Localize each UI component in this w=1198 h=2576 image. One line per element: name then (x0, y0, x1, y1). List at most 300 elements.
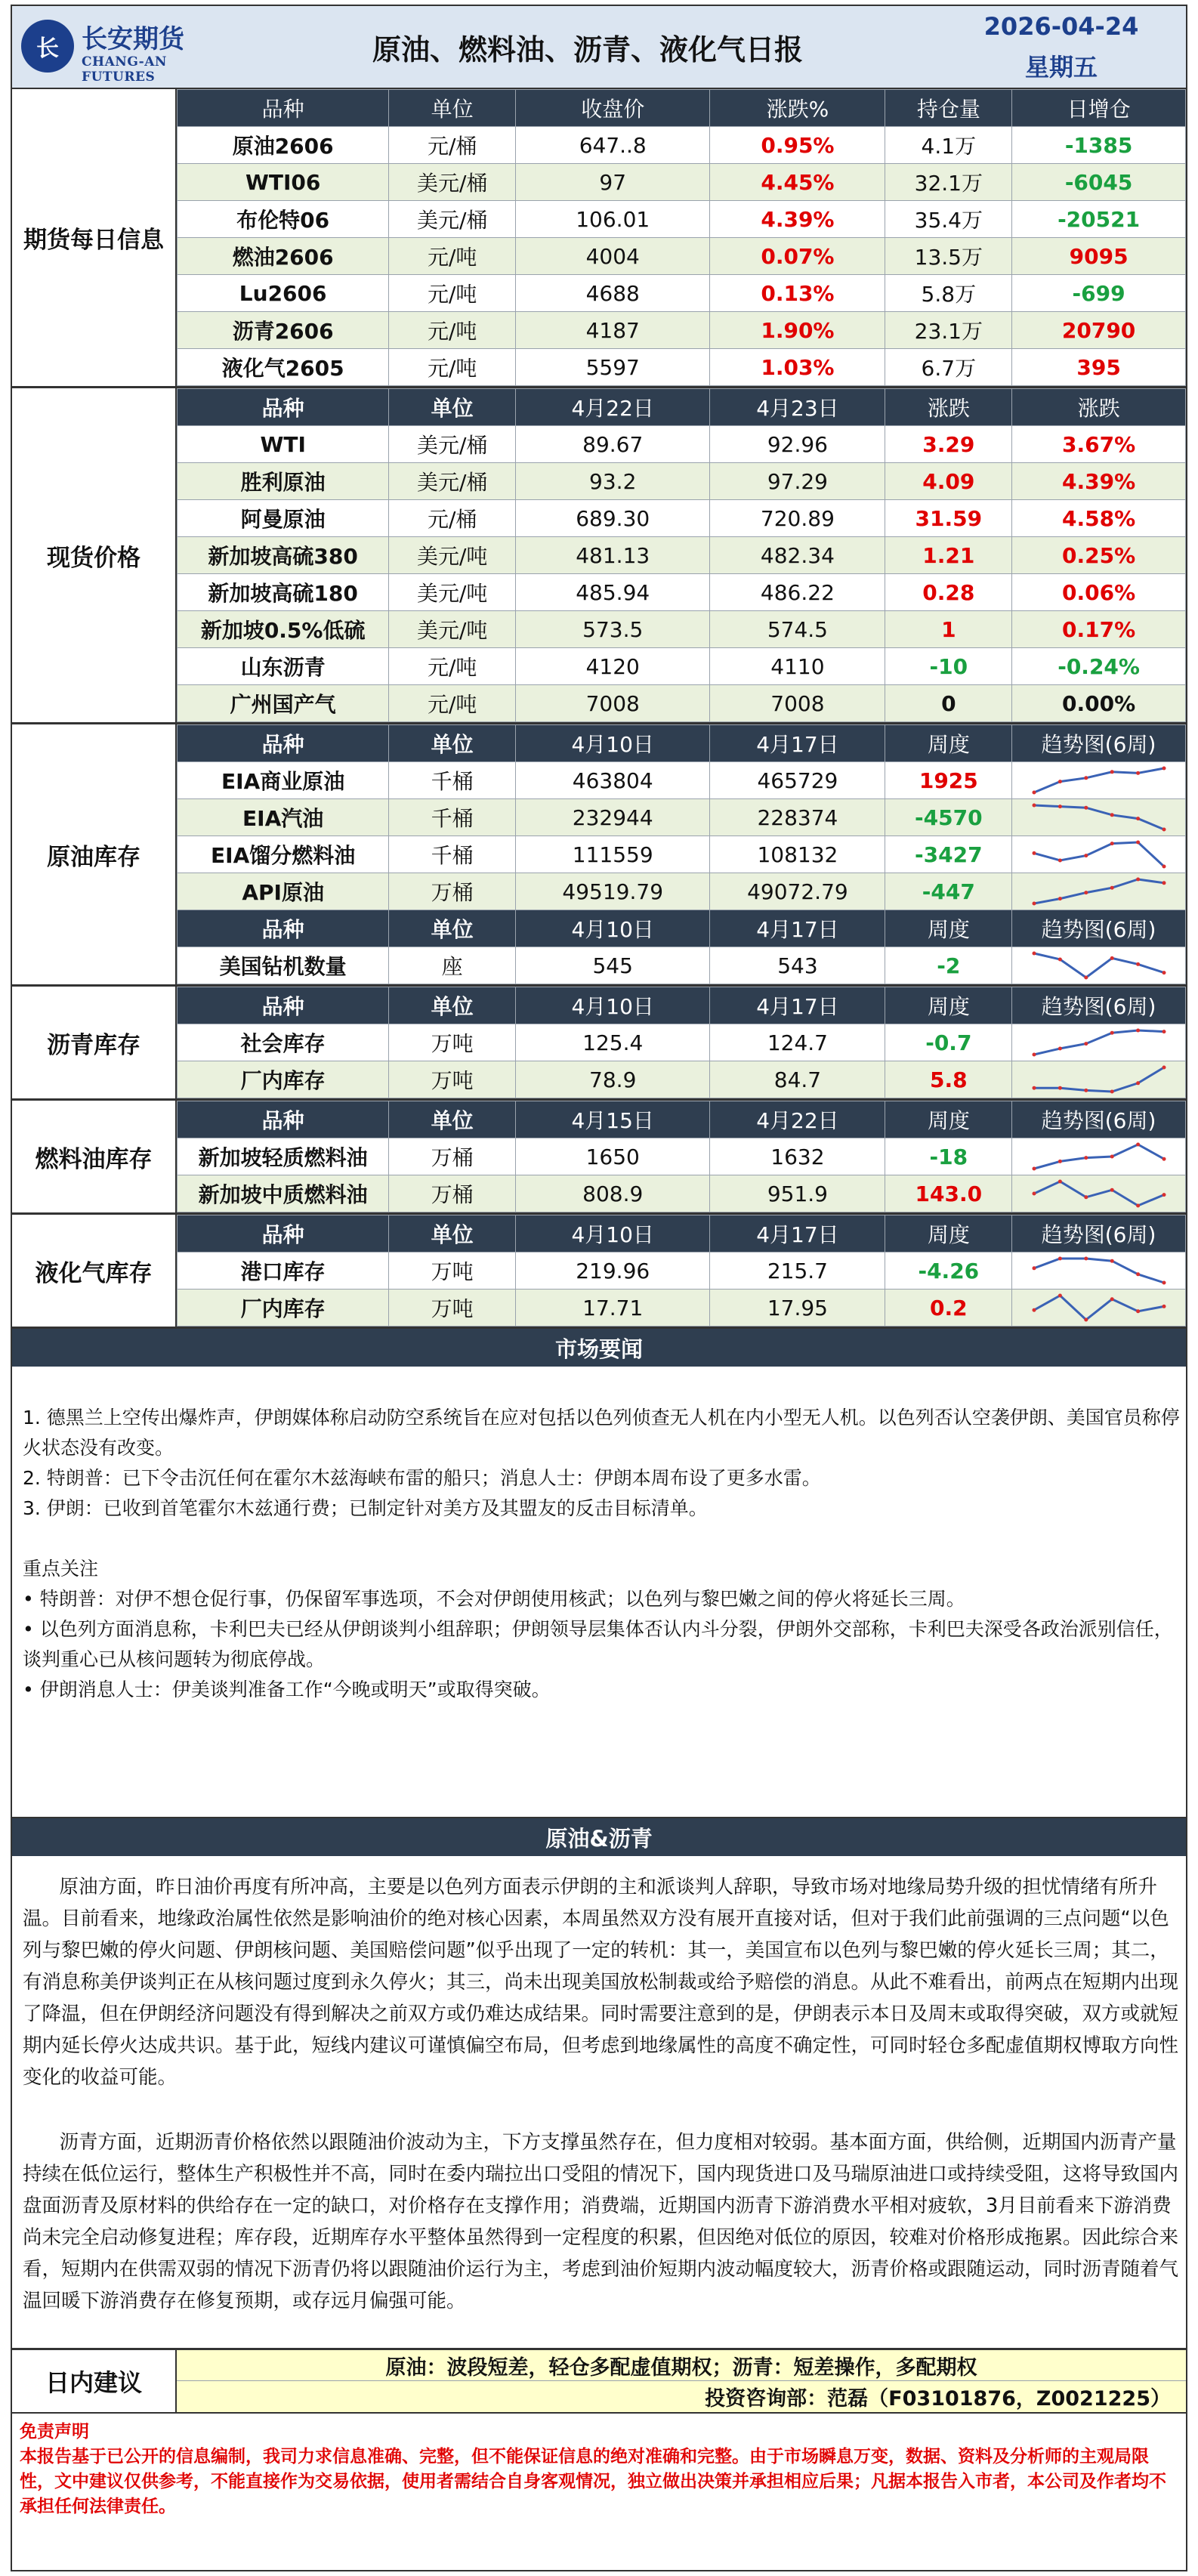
price-prev: 89.67 (516, 426, 710, 463)
weekly-change: -4570 (885, 799, 1012, 836)
column-header: 单位 (389, 389, 516, 426)
section-label: 原油库存 (12, 724, 177, 984)
trend-cell (1012, 762, 1186, 799)
trend-point (1162, 828, 1166, 832)
change-percent: 4.39% (1012, 463, 1186, 500)
weekly-change: -4.26 (885, 1252, 1012, 1290)
advisor-info: 投资咨询部：范磊（F03101876，Z0021225） (177, 2380, 1186, 2411)
value-prev: 808.9 (516, 1175, 710, 1212)
table-row (178, 836, 1186, 873)
trend-point (1110, 956, 1113, 960)
trend-sparkline (1031, 1256, 1167, 1286)
product-name: 原油2606 (178, 127, 389, 164)
table-header-row (178, 389, 1186, 426)
column-header: 单位 (389, 90, 516, 127)
column-header: 趋势图(6周) (1012, 1215, 1186, 1252)
column-header: 品种 (178, 1215, 389, 1252)
trend-point (1110, 1155, 1113, 1159)
open-interest: 6.7万 (885, 349, 1012, 386)
table-header-row (178, 90, 1186, 127)
column-header: 单位 (389, 725, 516, 762)
unit: 千桶 (389, 762, 516, 799)
value-prev: 219.96 (516, 1252, 710, 1290)
trend-point (1032, 1192, 1036, 1196)
product-name: 美国钻机数量 (178, 947, 389, 984)
price-curr: 574.5 (710, 611, 885, 648)
weekly-change: -0.7 (885, 1024, 1012, 1061)
table-row (178, 574, 1186, 611)
inventory-section (12, 724, 1186, 987)
trend-line (1034, 805, 1164, 829)
unit: 千桶 (389, 836, 516, 873)
trend-cell (1012, 1138, 1186, 1175)
weekly-change: 5.8 (885, 1061, 1012, 1098)
trend-point (1162, 881, 1166, 885)
unit: 元/吨 (389, 349, 516, 386)
price-prev: 573.5 (516, 611, 710, 648)
trend-point (1058, 1257, 1061, 1261)
unit: 美元/桶 (389, 463, 516, 500)
product-name: 新加坡轻质燃料油 (178, 1138, 389, 1175)
trend-sparkline (1031, 1141, 1167, 1172)
trend-sparkline (1031, 1027, 1167, 1058)
value-curr: 951.9 (710, 1175, 885, 1212)
trend-point (1058, 897, 1061, 900)
change-percent: 0.07% (710, 238, 885, 275)
product-name: WTI (178, 426, 389, 463)
table-row (178, 1024, 1186, 1061)
table-row (178, 1061, 1186, 1098)
report-page (11, 5, 1187, 2571)
product-name: 厂内库存 (178, 1290, 389, 1327)
column-header: 涨跌 (1012, 389, 1186, 426)
change-percent: 0.13% (710, 275, 885, 312)
close-price: 4004 (516, 238, 710, 275)
table-row (178, 275, 1186, 312)
column-header: 4月10日 (516, 987, 710, 1024)
daily-oi-change: -1385 (1012, 127, 1186, 164)
table-row (178, 537, 1186, 574)
trend-cell (1012, 836, 1186, 873)
change: 31.59 (885, 500, 1012, 537)
column-header: 4月22日 (516, 389, 710, 426)
report-header (12, 6, 1186, 89)
column-header: 品种 (178, 1101, 389, 1138)
asphalt-analysis: 沥青方面，近期沥青价格依然以跟随油价波动为主，下方支撑虽然存在，但力度相对较弱。基本面方面，供给侧，近期国内沥青产量持续在低位运行，整体生产积极性并不高，同时在委内瑞拉出口受阻的情况下，国内现货进口及马瑞原油进口或持续受阻，这将导致国内盘面沥青及原材料的供给存在一定的缺口，对价格存在支撑作用；消费端，近期国内沥青下游消费水平相对疲软，3月目前看来下游消费尚未完全启动修复进程；库存段，近期库存水平整体虽然得到一定程度的积累，但因绝对低位的原因，较难对价格形成拖累。因此综合来看，短期内在供需双弱的情况下沥青仍将以跟随油价运行为主，考虑到油价短期内波动幅度较大，沥青价格或跟随运动，同时沥青随着气温回暖下游消费存在修复预期，或存远月偏强可能。 (23, 2131, 1179, 2312)
section-label: 沥青库存 (12, 987, 177, 1098)
trend-point (1162, 1193, 1166, 1197)
table-row (178, 463, 1186, 500)
trend-line (1034, 1296, 1164, 1320)
column-header: 4月10日 (516, 725, 710, 762)
unit: 美元/吨 (389, 537, 516, 574)
trend-point (1110, 813, 1113, 817)
column-header: 品种 (178, 725, 389, 762)
news-paragraph: • 以色列方面消息称，卡利巴夫已经从伊朗谈判小组辞职；伊朗领导层集体否认内斗分裂，伊朗外交部称，卡利巴夫深受各政治派别信任，谈判重心已从核问题转为彻底停战。 (23, 1618, 1173, 1670)
column-header: 4月17日 (710, 725, 885, 762)
column-header: 单位 (389, 987, 516, 1024)
product-name: EIA馏分燃料油 (178, 836, 389, 873)
inventory-section (12, 1215, 1186, 1329)
change-percent: 0.06% (1012, 574, 1186, 611)
unit: 万吨 (389, 1061, 516, 1098)
value-prev: 1650 (516, 1138, 710, 1175)
column-header: 周度 (885, 987, 1012, 1024)
trend-line (1034, 879, 1164, 903)
close-price: 97 (516, 164, 710, 201)
trend-point (1136, 771, 1140, 775)
trend-point (1136, 1029, 1140, 1033)
table-header-row (178, 725, 1186, 762)
value-prev: 463804 (516, 762, 710, 799)
product-name: API原油 (178, 873, 389, 910)
unit: 美元/桶 (389, 426, 516, 463)
trend-point (1058, 1047, 1061, 1051)
trend-point (1032, 1053, 1036, 1057)
change-percent: 1.03% (710, 349, 885, 386)
trend-sparkline (1031, 1293, 1167, 1323)
price-curr: 97.29 (710, 463, 885, 500)
trend-point (1058, 805, 1061, 808)
change-percent: 0.95% (710, 127, 885, 164)
daily-oi-change: 9095 (1012, 238, 1186, 275)
trend-point (1084, 1042, 1088, 1046)
trend-sparkline (1031, 1178, 1167, 1209)
change: 1 (885, 611, 1012, 648)
product-name: 新加坡0.5%低硫 (178, 611, 389, 648)
trend-point (1110, 1090, 1113, 1094)
product-name: 阿曼原油 (178, 500, 389, 537)
trend-cell (1012, 1061, 1186, 1098)
logo-name-en: CHANG-AN FUTURES (82, 54, 167, 85)
table-row (178, 1252, 1186, 1290)
price-prev: 689.30 (516, 500, 710, 537)
news-paragraph: 3. 伊朗：已收到首笔霍尔木兹通行费；已制定针对美方及其盟友的反击目标清单。 (23, 1497, 708, 1519)
value-curr: 124.7 (710, 1024, 885, 1061)
unit: 元/桶 (389, 500, 516, 537)
trend-point (1032, 804, 1036, 808)
report-weekday: 星期五 (1024, 53, 1098, 82)
table-row (178, 127, 1186, 164)
trend-point (1084, 806, 1088, 810)
trend-point (1032, 902, 1036, 906)
news-paragraph: 1. 德黑兰上空传出爆炸声，伊朗媒体称启动防空系统旨在应对包括以色列侦查无人机在内小型无人机。以色列否认空袭伊朗、美国官员称停火状态没有改变。 (23, 1407, 1180, 1459)
product-name: 厂内库存 (178, 1061, 389, 1098)
trend-point (1084, 1089, 1088, 1092)
news-paragraph: • 伊朗消息人士：伊美谈判准备工作“今晚或明天”或取得突破。 (23, 1679, 551, 1700)
table-row (178, 312, 1186, 349)
daily-oi-change: -699 (1012, 275, 1186, 312)
analysis-section-title: 原油&沥青 (12, 1818, 1186, 1856)
column-header: 收盘价 (516, 90, 710, 127)
table-row (178, 500, 1186, 537)
close-price: 4187 (516, 312, 710, 349)
trend-point (1032, 952, 1036, 956)
daily-advice (12, 2350, 1186, 2414)
change-percent: 1.90% (710, 312, 885, 349)
logo-mark: 长 (21, 20, 74, 73)
value-curr: 84.7 (710, 1061, 885, 1098)
weekly-change: -3427 (885, 836, 1012, 873)
unit: 万吨 (389, 1024, 516, 1061)
value-prev: 545 (516, 947, 710, 984)
product-name: Lu2606 (178, 275, 389, 312)
weekly-change: -447 (885, 873, 1012, 910)
product-name: 新加坡高硫380 (178, 537, 389, 574)
close-price: 4688 (516, 275, 710, 312)
spot-section (12, 388, 1186, 724)
unit: 元/吨 (389, 312, 516, 349)
column-header: 4月10日 (516, 910, 710, 947)
table-row (178, 1290, 1186, 1327)
unit: 万桶 (389, 1175, 516, 1212)
daily-oi-change: 395 (1012, 349, 1186, 386)
change: 4.09 (885, 463, 1012, 500)
trend-point (1162, 767, 1166, 771)
open-interest: 32.1万 (885, 164, 1012, 201)
product-name: 港口库存 (178, 1252, 389, 1290)
table-row (178, 201, 1186, 238)
column-header: 4月15日 (516, 1101, 710, 1138)
trend-cell (1012, 799, 1186, 836)
trend-point (1110, 770, 1113, 774)
news-paragraph: • 特朗普：对伊不想仓促行事，仍保留军事选项，不会对伊朗使用核武；以色列与黎巴嫩之间的停火将延长三周。 (23, 1588, 965, 1610)
unit: 万桶 (389, 873, 516, 910)
column-header: 趋势图(6周) (1012, 725, 1186, 762)
trend-point (1136, 878, 1140, 882)
value-curr: 1632 (710, 1138, 885, 1175)
change-percent: 4.45% (710, 164, 885, 201)
news-paragraph: 重点关注 (23, 1558, 99, 1580)
trend-line (1034, 953, 1164, 978)
trend-point (1162, 1066, 1166, 1070)
daily-oi-change: -20521 (1012, 201, 1186, 238)
logo-name-cn: 长安期货 (82, 24, 184, 54)
table-row (178, 349, 1186, 386)
unit: 元/吨 (389, 275, 516, 312)
trend-sparkline (1031, 950, 1167, 981)
column-header: 单位 (389, 1215, 516, 1252)
price-curr: 4110 (710, 648, 885, 685)
column-header: 涨跌% (710, 90, 885, 127)
data-tables (12, 89, 1186, 1329)
futures-section (12, 89, 1186, 388)
column-header: 4月10日 (516, 1215, 710, 1252)
change: 0.28 (885, 574, 1012, 611)
trend-point (1058, 1160, 1061, 1163)
table-row (178, 611, 1186, 648)
change-percent: 0.17% (1012, 611, 1186, 648)
trend-cell (1012, 1252, 1186, 1290)
news-section-title: 市场要闻 (12, 1329, 1186, 1367)
trend-point (1110, 886, 1113, 890)
product-name: 燃油2606 (178, 238, 389, 275)
trend-cell (1012, 1024, 1186, 1061)
value-curr: 108132 (710, 836, 885, 873)
trend-point (1136, 1272, 1140, 1276)
section-label: 燃料油库存 (12, 1101, 177, 1212)
change: 1.21 (885, 537, 1012, 574)
trend-sparkline (1031, 839, 1167, 869)
news-paragraph (23, 1524, 1180, 1554)
news-paragraph: 2. 特朗普：已下令击沉任何在霍尔木兹海峡布雷的船只；消息人士：伊朗本周布设了更多水雷。 (23, 1467, 821, 1489)
unit: 千桶 (389, 799, 516, 836)
trend-point (1032, 851, 1036, 855)
trend-point (1084, 1195, 1088, 1199)
trend-point (1110, 1259, 1113, 1263)
report-date: 2026-04-24 (983, 12, 1139, 41)
trend-line (1034, 768, 1164, 792)
section-label: 现货价格 (12, 388, 177, 722)
trend-point (1058, 1180, 1061, 1184)
change: 3.29 (885, 426, 1012, 463)
open-interest: 4.1万 (885, 127, 1012, 164)
price-prev: 4120 (516, 648, 710, 685)
change-percent: 3.67% (1012, 426, 1186, 463)
trend-point (1110, 842, 1113, 845)
weekly-change: -2 (885, 947, 1012, 984)
trend-point (1084, 1257, 1088, 1261)
table-row (178, 1138, 1186, 1175)
table-header-row (178, 910, 1186, 947)
table-row (178, 873, 1186, 910)
price-curr: 7008 (710, 685, 885, 722)
trend-point (1162, 971, 1166, 974)
trend-point (1032, 1308, 1036, 1312)
daily-oi-change: 20790 (1012, 312, 1186, 349)
change: 0 (885, 685, 1012, 722)
close-price: 106.01 (516, 201, 710, 238)
value-curr: 49072.79 (710, 873, 885, 910)
product-name: 沥青2606 (178, 312, 389, 349)
table-row (178, 1175, 1186, 1212)
column-header: 4月17日 (710, 987, 885, 1024)
unit: 美元/桶 (389, 164, 516, 201)
trend-point (1162, 1305, 1166, 1308)
price-prev: 7008 (516, 685, 710, 722)
table-row (178, 947, 1186, 984)
price-curr: 482.34 (710, 537, 885, 574)
unit: 美元/吨 (389, 574, 516, 611)
disclaimer-title: 免责声明 (20, 2422, 89, 2442)
unit: 美元/桶 (389, 201, 516, 238)
table-row (178, 648, 1186, 685)
trend-point (1032, 791, 1036, 795)
value-curr: 543 (710, 947, 885, 984)
trend-line (1034, 1181, 1164, 1206)
column-header: 周度 (885, 725, 1012, 762)
trend-point (1136, 1081, 1140, 1085)
trend-point (1058, 1086, 1061, 1090)
trend-point (1110, 1031, 1113, 1035)
value-prev: 232944 (516, 799, 710, 836)
unit: 美元/吨 (389, 611, 516, 648)
trend-point (1162, 1030, 1166, 1033)
price-curr: 92.96 (710, 426, 885, 463)
product-name: 广州国产气 (178, 685, 389, 722)
table-row (178, 426, 1186, 463)
trend-line (1034, 1259, 1164, 1283)
trend-point (1084, 1156, 1088, 1160)
trend-point (1110, 1188, 1113, 1192)
trend-point (1084, 1318, 1088, 1322)
unit: 万桶 (389, 1138, 516, 1175)
trend-cell (1012, 873, 1186, 910)
product-name: EIA汽油 (178, 799, 389, 836)
advice-text: 原油：波段短差，轻仓多配虚值期权；沥青：短差操作，多配期权 (385, 2355, 977, 2380)
column-header: 单位 (389, 1101, 516, 1138)
inventory-section (12, 987, 1186, 1101)
column-header: 周度 (885, 1101, 1012, 1138)
trend-point (1058, 859, 1061, 863)
table-header-row (178, 987, 1186, 1024)
trend-line (1034, 1030, 1164, 1055)
trend-cell (1012, 1175, 1186, 1212)
value-curr: 215.7 (710, 1252, 885, 1290)
column-header: 周度 (885, 910, 1012, 947)
trend-point (1032, 1086, 1036, 1090)
unit: 元/桶 (389, 127, 516, 164)
product-name: EIA商业原油 (178, 762, 389, 799)
price-curr: 720.89 (710, 500, 885, 537)
column-header: 单位 (389, 910, 516, 947)
open-interest: 5.8万 (885, 275, 1012, 312)
weekly-change: 0.2 (885, 1290, 1012, 1327)
column-header: 周度 (885, 1215, 1012, 1252)
open-interest: 13.5万 (885, 238, 1012, 275)
trend-point (1136, 1204, 1140, 1208)
table-row (178, 685, 1186, 722)
product-name: 液化气2605 (178, 349, 389, 386)
trend-cell (1012, 947, 1186, 984)
unit: 座 (389, 947, 516, 984)
column-header: 品种 (178, 90, 389, 127)
company-logo (21, 17, 210, 85)
value-prev: 125.4 (516, 1024, 710, 1061)
trend-point (1084, 854, 1088, 857)
trend-point (1110, 1297, 1113, 1301)
change-percent: 0.25% (1012, 537, 1186, 574)
change-percent: -0.24% (1012, 648, 1186, 685)
value-curr: 17.95 (710, 1290, 885, 1327)
unit: 万吨 (389, 1290, 516, 1327)
product-name: 布伦特06 (178, 201, 389, 238)
change-percent: 4.58% (1012, 500, 1186, 537)
close-price: 647..8 (516, 127, 710, 164)
column-header: 持仓量 (885, 90, 1012, 127)
price-prev: 485.94 (516, 574, 710, 611)
trend-point (1084, 976, 1088, 980)
table-header-row (178, 1101, 1186, 1138)
change-percent: 4.39% (710, 201, 885, 238)
table-row (178, 238, 1186, 275)
trend-point (1084, 776, 1088, 780)
product-name: WTI06 (178, 164, 389, 201)
trend-point (1084, 891, 1088, 894)
value-curr: 228374 (710, 799, 885, 836)
trend-sparkline (1031, 1064, 1167, 1095)
report-title: 原油、燃料油、沥青、液化气日报 (372, 32, 803, 66)
price-curr: 486.22 (710, 574, 885, 611)
trend-point (1162, 1157, 1166, 1161)
trend-point (1136, 1143, 1140, 1147)
open-interest: 35.4万 (885, 201, 1012, 238)
change-percent: 0.00% (1012, 685, 1186, 722)
value-curr: 465729 (710, 762, 885, 799)
unit: 元/吨 (389, 685, 516, 722)
unit: 元/吨 (389, 648, 516, 685)
column-header: 4月23日 (710, 389, 885, 426)
